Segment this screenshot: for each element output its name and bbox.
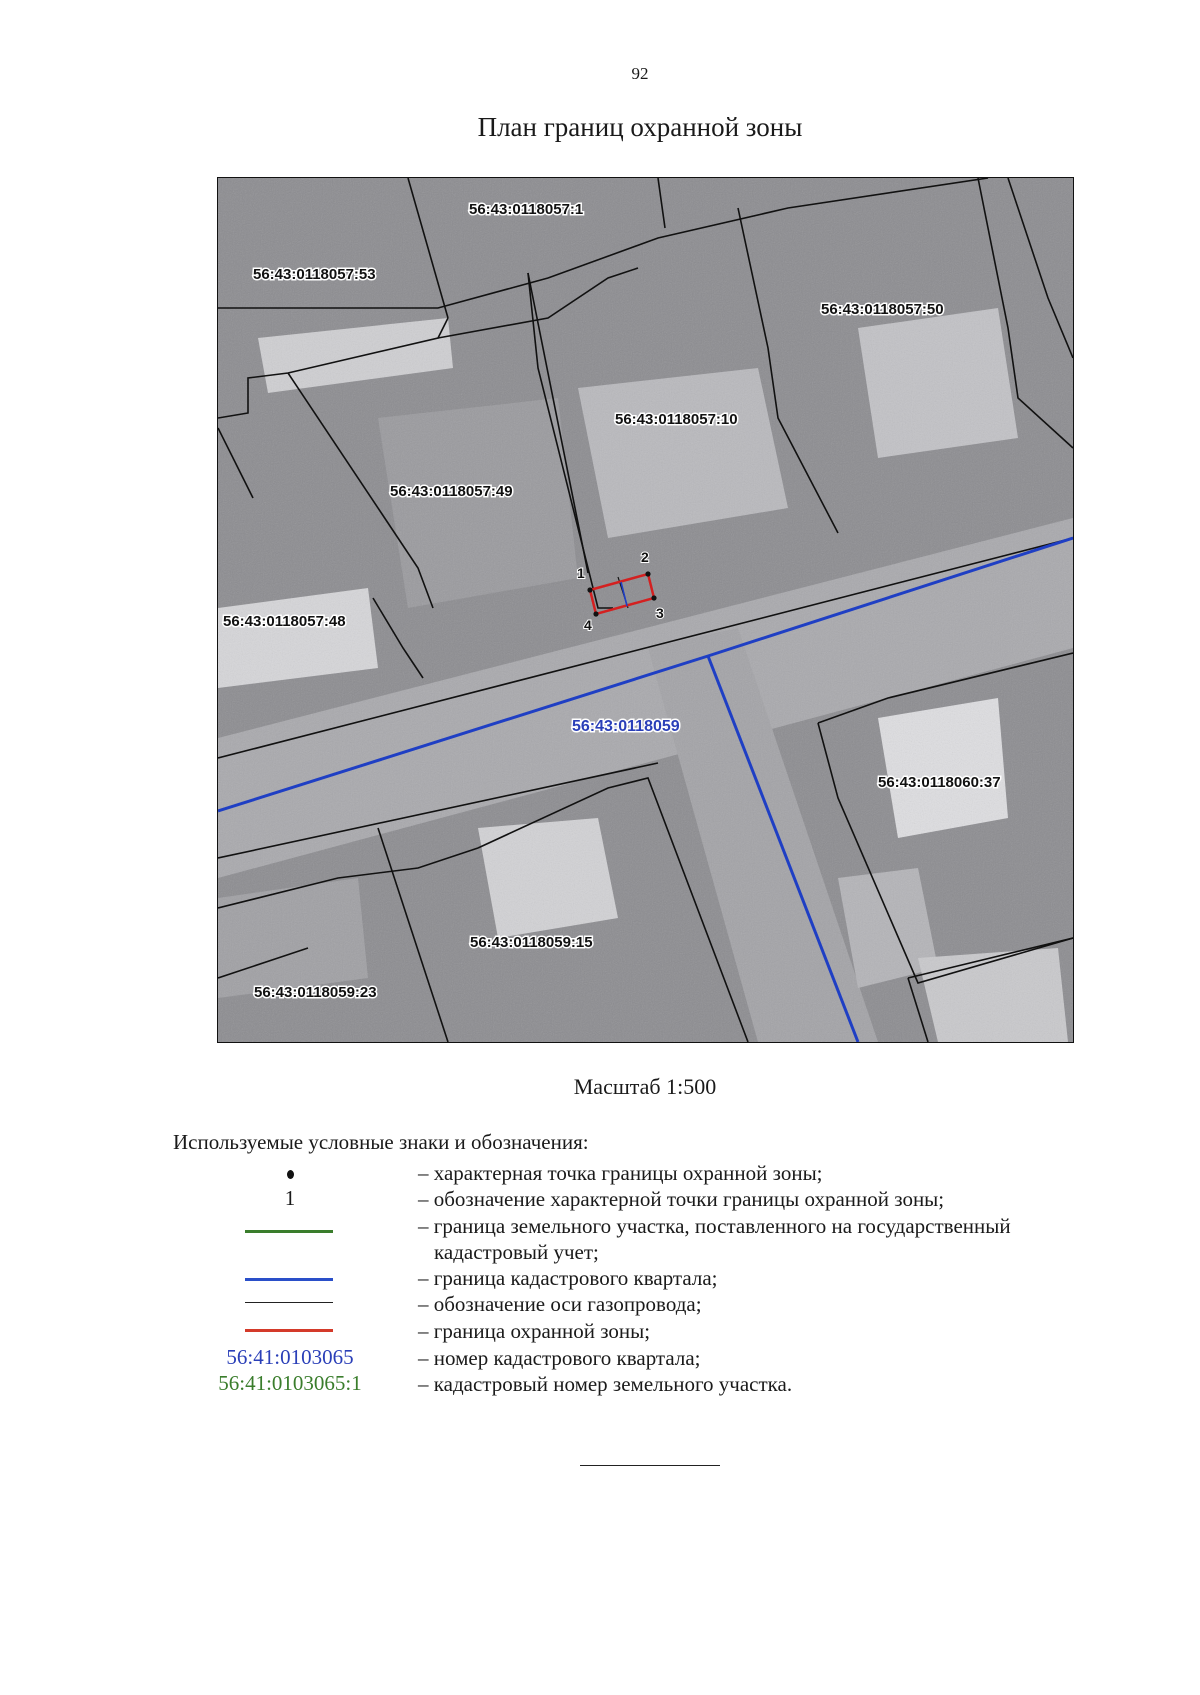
page-title: План границ охранной зоны xyxy=(477,112,803,142)
point-label-4: 4 xyxy=(584,617,592,633)
cadastral-map xyxy=(217,177,1074,1043)
parcel-label: 56:43:0118060:37 xyxy=(878,774,1001,791)
legend-text: – обозначение характерной точки границы охранной зоны; xyxy=(418,1187,945,1211)
scale-label: Масштаб 1:500 xyxy=(573,1074,717,1099)
page-number: 92 xyxy=(631,64,649,83)
legend-text: – граница охранной зоны; xyxy=(418,1319,651,1343)
parcel-label: 56:43:0118057:48 xyxy=(223,613,346,630)
legend-text: – обозначение оси газопровода; xyxy=(418,1292,702,1316)
legend-symbol xyxy=(195,1160,385,1185)
point-label-2: 2 xyxy=(641,549,649,565)
legend-item-parcel-boundary xyxy=(0,1213,1200,1267)
point-label-3: 3 xyxy=(656,605,664,621)
point-label-1: 1 xyxy=(577,565,585,581)
legend-symbol: 1 xyxy=(284,1186,296,1210)
blue-line-icon xyxy=(245,1278,333,1281)
parcel-label: 56:43:0118057:53 xyxy=(253,266,376,283)
legend-text: – номер кадастрового квартала; xyxy=(418,1346,701,1370)
green-line-icon xyxy=(245,1230,333,1233)
block-label: 56:43:0118059 xyxy=(572,718,680,735)
legend-item-point-number xyxy=(0,1186,1200,1212)
zone-point-4 xyxy=(593,611,598,616)
legend-text: – граница земельного участка, поставленного на государственный xyxy=(418,1214,1011,1238)
zone-point-1 xyxy=(587,587,592,592)
legend-item-parcel-number xyxy=(0,1371,1200,1397)
legend-title: Используемые условные знаки и обозначения: xyxy=(173,1130,589,1154)
legend-text: – граница кадастрового квартала; xyxy=(418,1266,718,1290)
parcel-label: 56:43:0118059:15 xyxy=(470,934,593,951)
zone-point-2 xyxy=(645,571,650,576)
legend-item-point xyxy=(0,1160,1200,1186)
legend-text: – характерная точка границы охранной зоны; xyxy=(418,1161,823,1185)
legend-item-block-number xyxy=(0,1345,1200,1371)
black-line-icon xyxy=(245,1302,333,1303)
parcel-label: 56:43:0118059:23 xyxy=(254,984,377,1001)
point-dot-icon xyxy=(287,1170,294,1179)
map-canvas xyxy=(218,178,1073,1042)
legend-item-block-boundary xyxy=(0,1265,1200,1291)
parcel-label: 56:43:0118057:50 xyxy=(821,301,944,318)
legend-symbol: 56:41:0103065:1 xyxy=(218,1371,362,1395)
legend-symbol: 56:41:0103065 xyxy=(226,1345,354,1369)
parcel-label: 56:43:0118057:10 xyxy=(615,411,738,428)
legend-item-gas-axis xyxy=(0,1291,1200,1317)
legend-text-continued: кадастровый учет; xyxy=(434,1240,599,1264)
parcel-label: 56:43:0118057:49 xyxy=(390,483,513,500)
footer-divider xyxy=(580,1465,720,1466)
parcel-label: 56:43:0118057:1 xyxy=(469,201,584,218)
legend-item-zone-boundary xyxy=(0,1318,1200,1344)
zone-point-3 xyxy=(651,595,656,600)
red-line-icon xyxy=(245,1329,333,1332)
legend-text: – кадастровый номер земельного участка. xyxy=(418,1372,793,1396)
